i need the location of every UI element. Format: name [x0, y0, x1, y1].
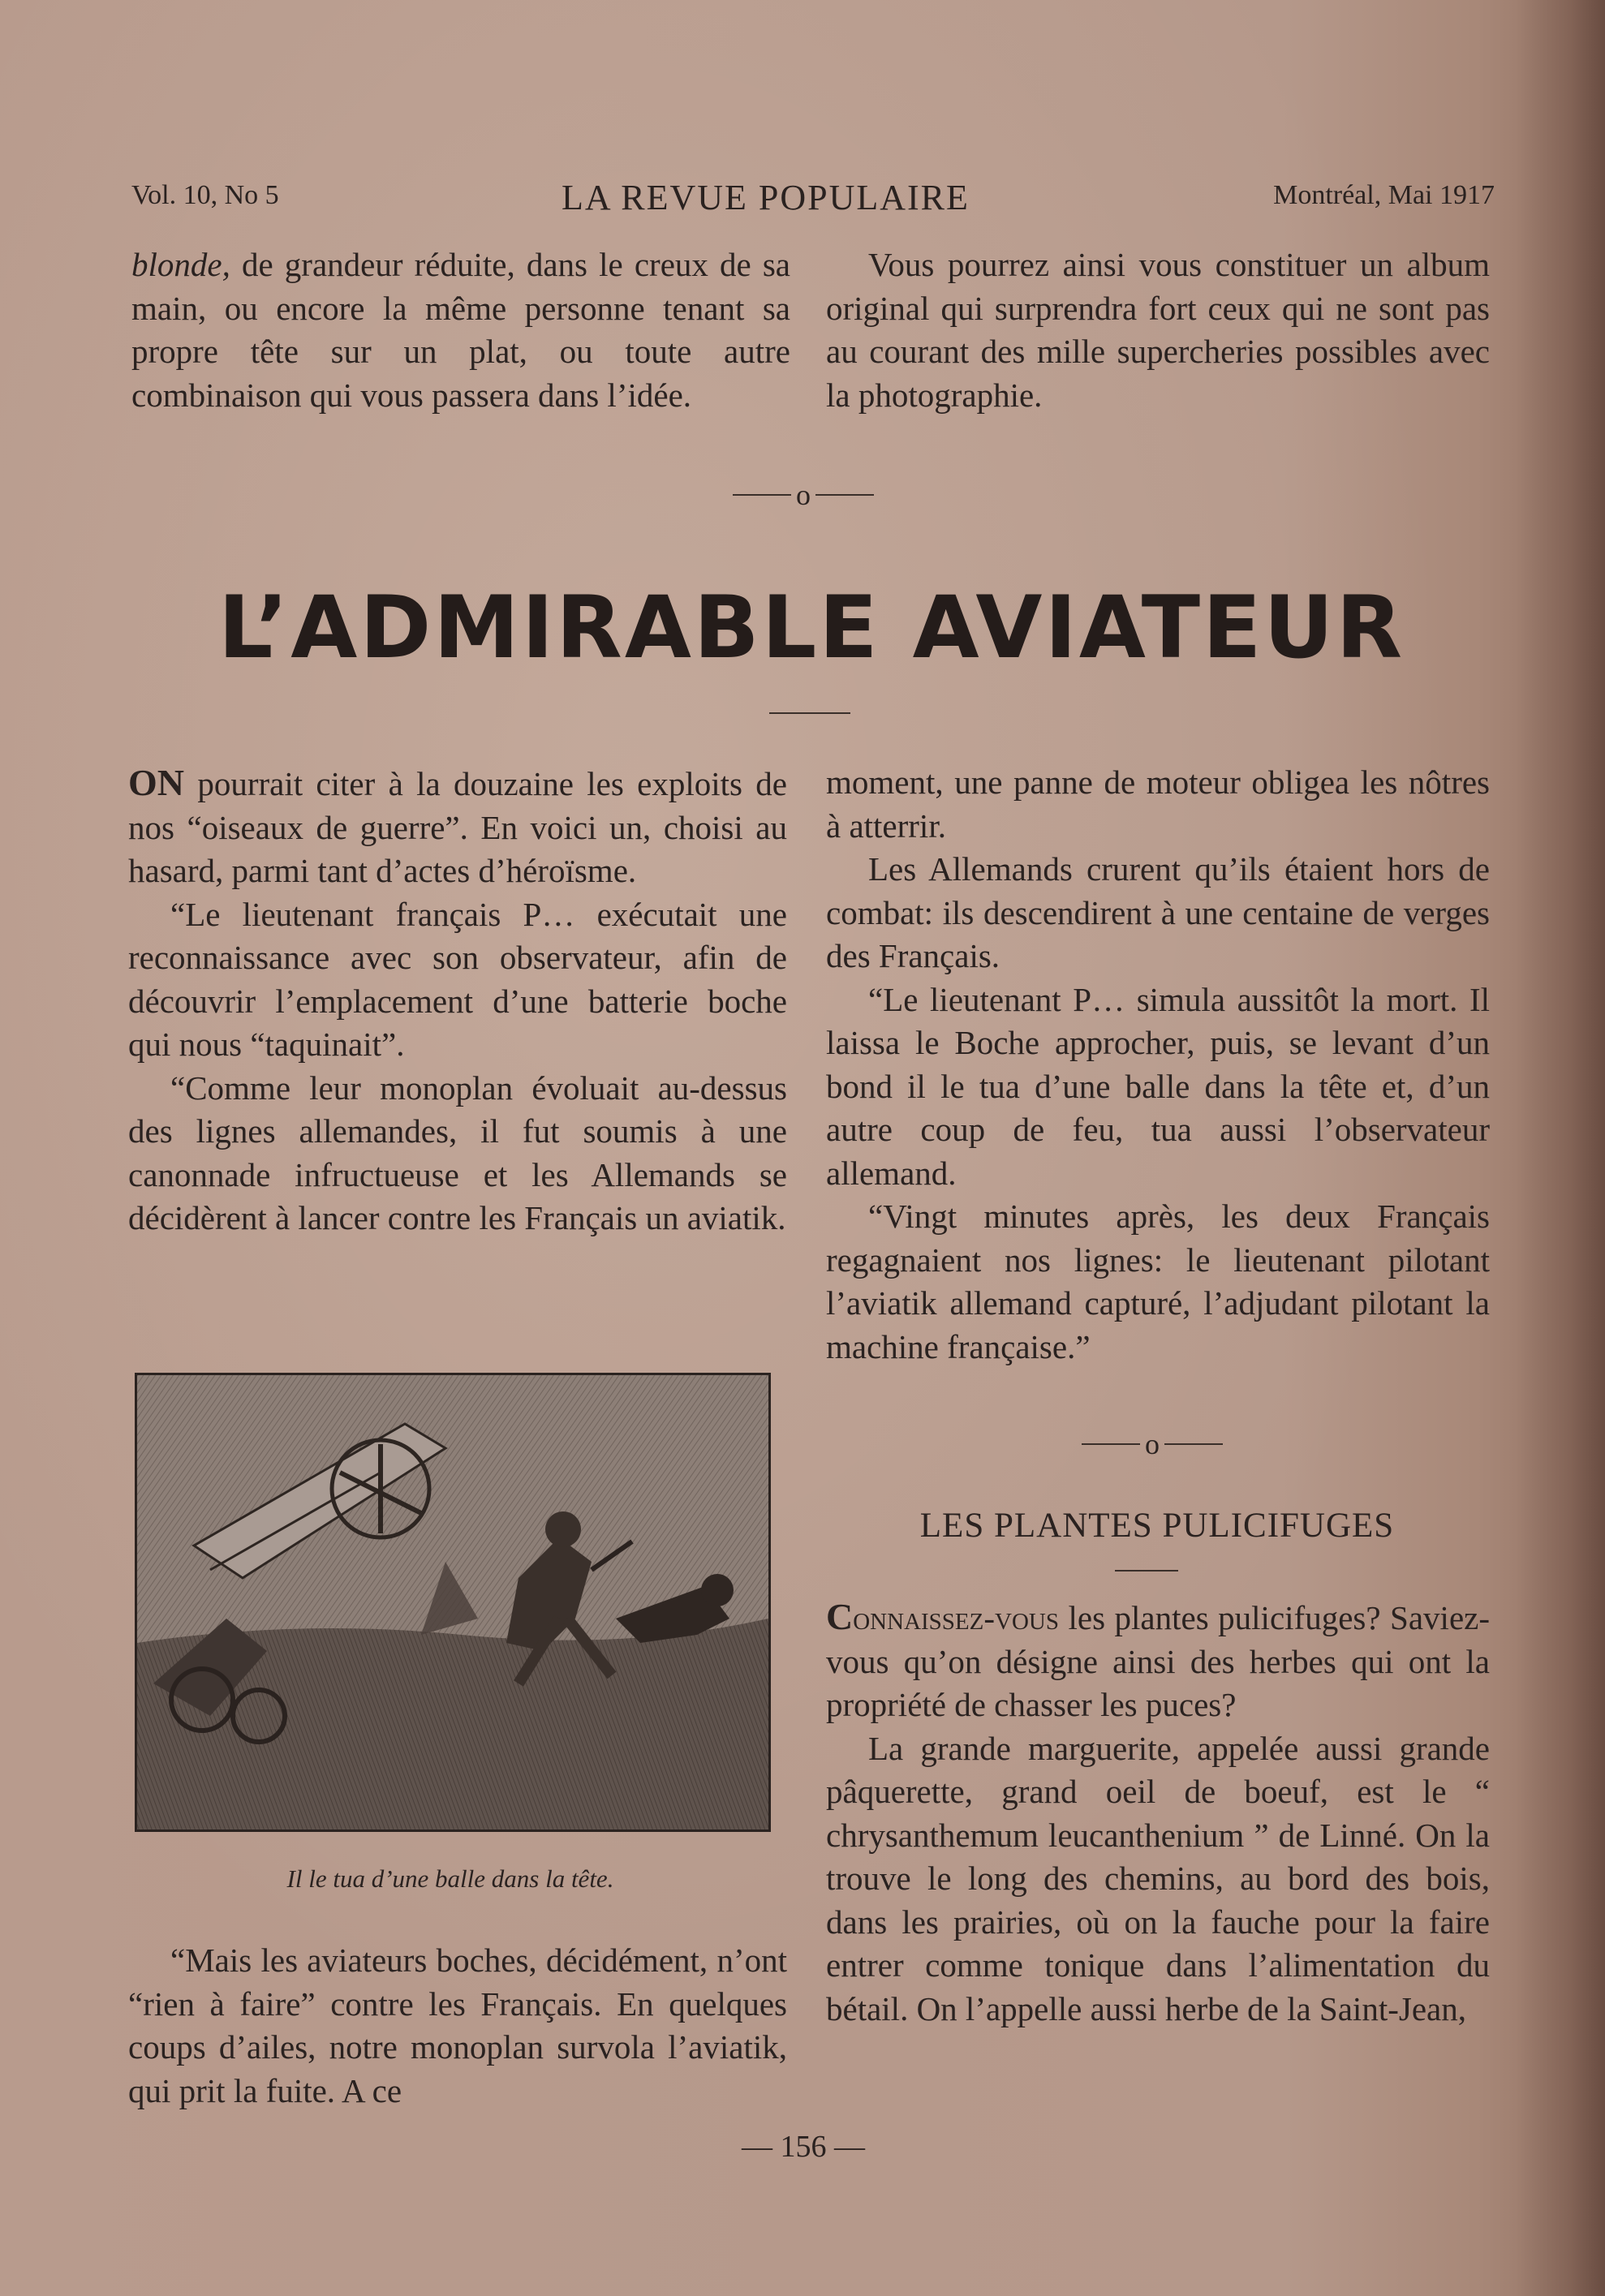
second-article-title: LES PLANTES PULICIFUGES — [919, 1507, 1395, 1545]
article-paragraph: “Le lieutenant P… simula aussitôt la mort. Il laissa le Boche approcher, puis, se levant d’un bond il le tua d’une balle dans la tête et, d’un autre coup de feu, tua aussi l’observateur allemand. — [826, 980, 1490, 1192]
article-left-column — [128, 761, 787, 1240]
article-paragraph: “Mais les aviateurs boches, décidément, n’ont “rien à faire” contre les Français. En quelques coups d’ailes, notre monoplan survola l’aviatik, qui prit la fuite. A ce — [128, 1941, 787, 2109]
top-left-paragraph: blonde, de grandeur réduite, dans le creux de sa main, ou encore la même personne tenant sa propre tête sur un plat, ou toute autre combinaison qui vous passera dans l’idée. — [131, 246, 790, 414]
illustration — [135, 1373, 771, 1832]
article-paragraph: La grande marguerite, appelée aussi grande pâquerette, grand oeil de boeuf, est le “ chrysanthemum leucanthenium ” de Linné. On la trouve le long des chemins, au bord des bois, dans les prairies, où on la fauche pour la faire entrer comme tonique dans l’alimentation du bétail. On l’appelle aussi herbe de la Saint-Jean, — [826, 1729, 1490, 2027]
subtitle-rule — [1115, 1570, 1178, 1572]
page-number: — 156 — — [742, 2130, 865, 2164]
top-left-column — [131, 243, 790, 417]
page-edge-shadow — [1516, 0, 1605, 2296]
issue-date: Montréal, Mai 1917 — [1273, 180, 1495, 210]
title-rule — [769, 712, 850, 714]
article-paragraph: “Le lieutenant français P… exécutait une reconnaissance avec son observateur, afin de découvrir l’emplacement d’une batterie boche qui nous “taquinait”. — [128, 895, 787, 1063]
section-separator: o — [698, 479, 909, 511]
article-paragraph: Connaissez-vous les plantes pulicifuges? Saviez-vous qu’on désigne ainsi des herbes qui ont la propriété de chasser les puces? — [826, 1596, 1490, 1723]
article-paragraph: ON pourrait citer à la douzaine les exploits de nos “oiseaux de guerre”. En voici un, choisi au hasard, parmi tant d’actes d’héroïsme. — [128, 762, 787, 889]
article-paragraph: moment, une panne de moteur obligea les nôtres à atterrir. — [826, 763, 1490, 845]
second-article-column — [826, 1595, 1490, 2031]
top-right-column — [826, 243, 1490, 417]
article-paragraph: “Comme leur monoplan évoluait au-dessus des lignes allemandes, il fut soumis à une canonnade infructueuse et les Allemands se décidèrent à lancer contre les Français un aviatik. — [128, 1068, 787, 1236]
running-header — [131, 177, 1495, 221]
article-right-column — [826, 761, 1490, 1369]
section-separator: o — [1047, 1428, 1258, 1460]
aviator-engraving — [137, 1375, 768, 1829]
article-title: L’ADMIRABLE AVIATEUR — [217, 578, 1405, 677]
illustration-caption: Il le tua d’une balle dans la tête. — [286, 1864, 614, 1893]
article-paragraph: Les Allemands crurent qu’ils étaient hors de combat: ils descendirent à une centaine de verges des Français. — [826, 850, 1490, 974]
publication-title: LA REVUE POPULAIRE — [562, 178, 970, 217]
italic-word: blonde, — [131, 246, 230, 283]
article-left-bottom — [128, 1939, 787, 2113]
top-right-paragraph: Vous pourrez ainsi vous constituer un album original qui surprendra fort ceux qui ne sont pas au courant des mille supercheries possibles avec la photographie. — [826, 246, 1490, 414]
article-paragraph: “Vingt minutes après, les deux Français regagnaient nos lignes: le lieutenant pilotant l’aviatik allemand capturé, l’adjudant pilotant la machine française.” — [826, 1197, 1490, 1365]
lead-in: onnaissez-vous — [853, 1599, 1059, 1636]
volume-number: Vol. 10, No 5 — [131, 180, 279, 210]
drop-cap: ON — [128, 762, 184, 803]
drop-cap: C — [826, 1596, 854, 1637]
